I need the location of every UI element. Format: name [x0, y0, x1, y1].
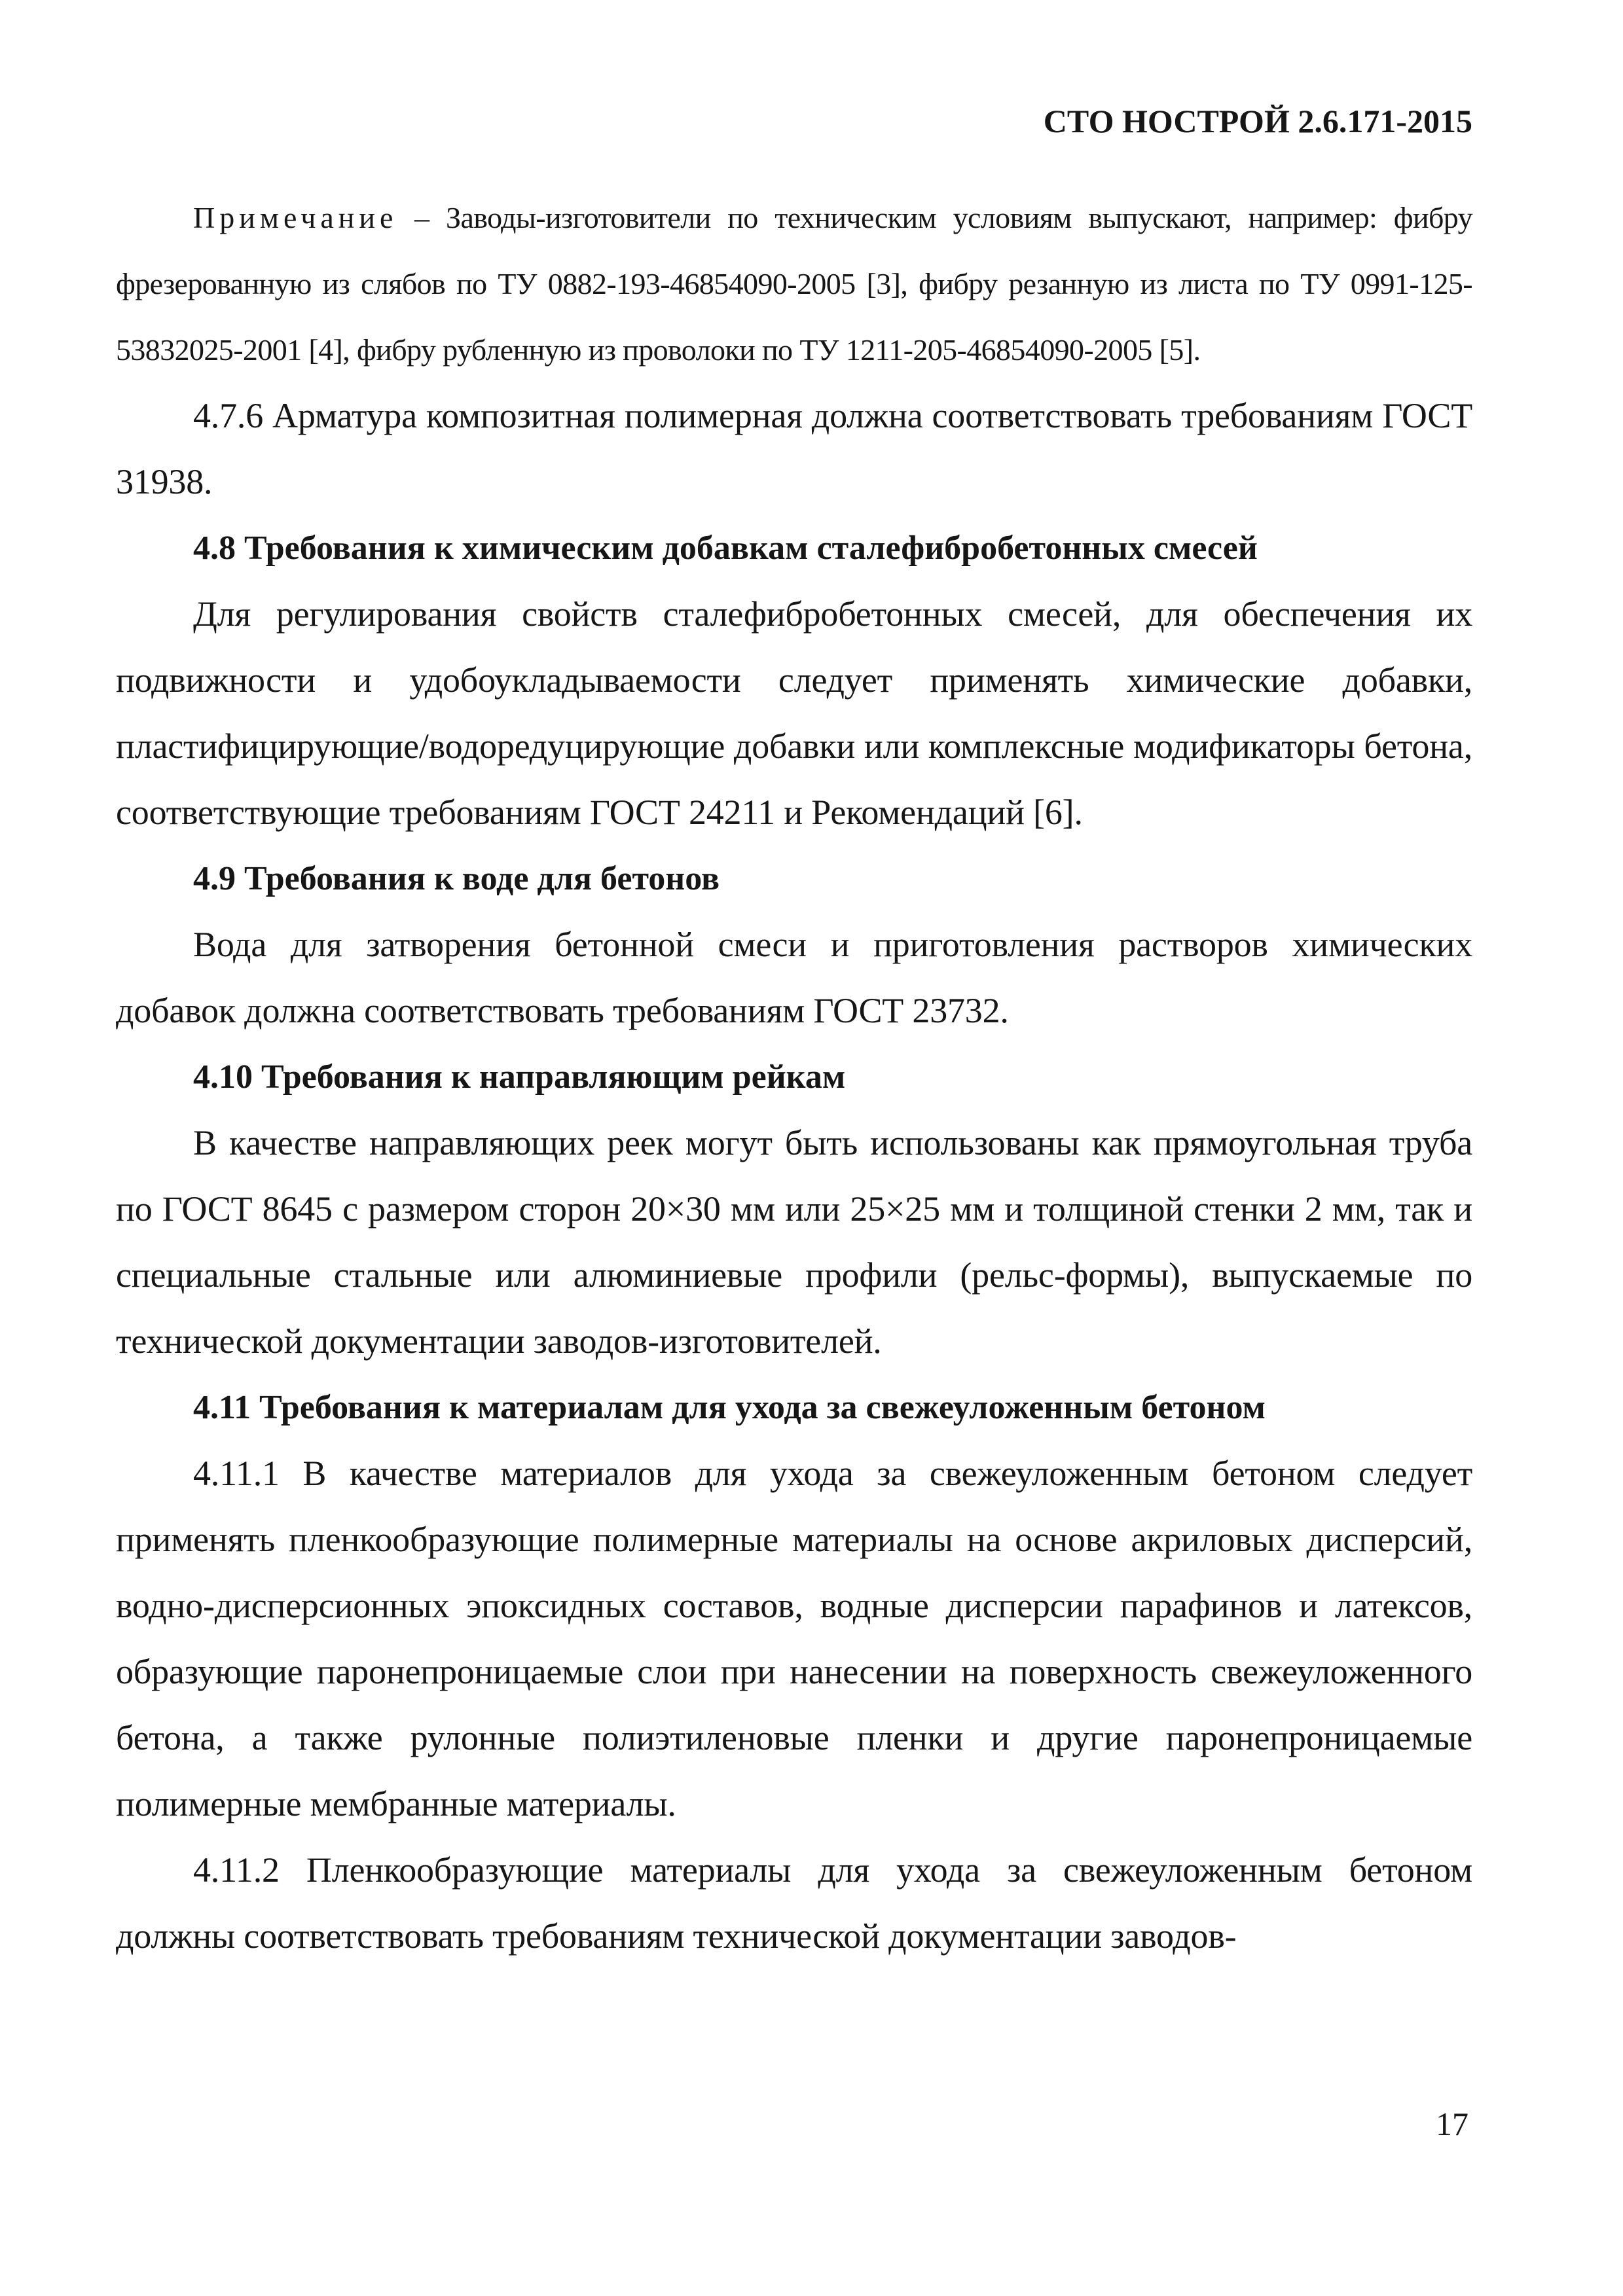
paragraph-4-11-2: 4.11.2 Пленкообразующие материалы для ухода за свежеуложенным бетоном должны соответствовать требованиям технической документации заводов- [116, 1850, 1472, 1956]
document-code-header: СТО НОСТРОЙ 2.6.171-2015 [1043, 103, 1472, 139]
section-heading-4-9: 4.9 Требования к воде для бетонов [193, 860, 720, 897]
paragraph-4-7-6: 4.7.6 Арматура композитная полимерная должна соответствовать требованиям ГОСТ 31938. [116, 396, 1472, 501]
page-number: 17 [1436, 2106, 1468, 2142]
paragraph-4-11-1: 4.11.1 В качестве материалов для ухода за свежеуложенным бетоном следует применять пленкообразующие полимерные материалы на основе акриловых дисперсий, водно-дисперсионных эпоксидных составов, водные дисперсии парафинов и латексов, образующие паронепроницаемые слои при нанесении на поверхность свежеуложенного бетона, а также рулонные полиэтиленовые пленки и другие паронепроницаемые полимерные мембранные материалы. [116, 1454, 1472, 1823]
paragraph-4-9-body: Вода для затворения бетонной смеси и приготовления растворов химических добавок должна соответствовать требованиям ГОСТ 23732. [116, 925, 1472, 1030]
paragraph-4-8-body: Для регулирования свойств сталефибробетонных смесей, для обеспечения их подвижности и удобоукладываемости следует применять химические добавки, пластифицирующие/водоредуцирующие добавки или комплексные модификаторы бетона, соответствующие требованиям ГОСТ 24211 и Рекомендаций [6]. [116, 594, 1472, 832]
page-content [116, 185, 1472, 1969]
section-heading-4-8: 4.8 Требования к химическим добавкам сталефибробетонных смесей [193, 529, 1258, 567]
section-heading-4-10: 4.10 Требования к направляющим рейкам [193, 1058, 846, 1096]
note-paragraph [116, 185, 1472, 383]
note-text: – Заводы-изготовители по техническим условиям выпускают, например: фибру фрезерованную из слябов по ТУ 0882-193-46854090-2005 [3], фибру резанную из листа по ТУ 0991-125-53832025-2001 [4], фибру рубленную из проволоки по ТУ 1211-205-46854090-2005 [5]. [116, 201, 1472, 367]
section-heading-4-11: 4.11 Требования к материалам для ухода за свежеуложенным бетоном [193, 1389, 1266, 1426]
note-label: Примечание [193, 201, 398, 234]
paragraph-4-10-body: В качестве направляющих реек могут быть использованы как прямоугольная труба по ГОСТ 8645 с размером сторон 20×30 мм или 25×25 мм и толщиной стенки 2 мм, так и специальные стальные или алюминиевые профили (рельс-формы), выпускаемые по технической документации заводов-изготовителей. [116, 1123, 1472, 1361]
